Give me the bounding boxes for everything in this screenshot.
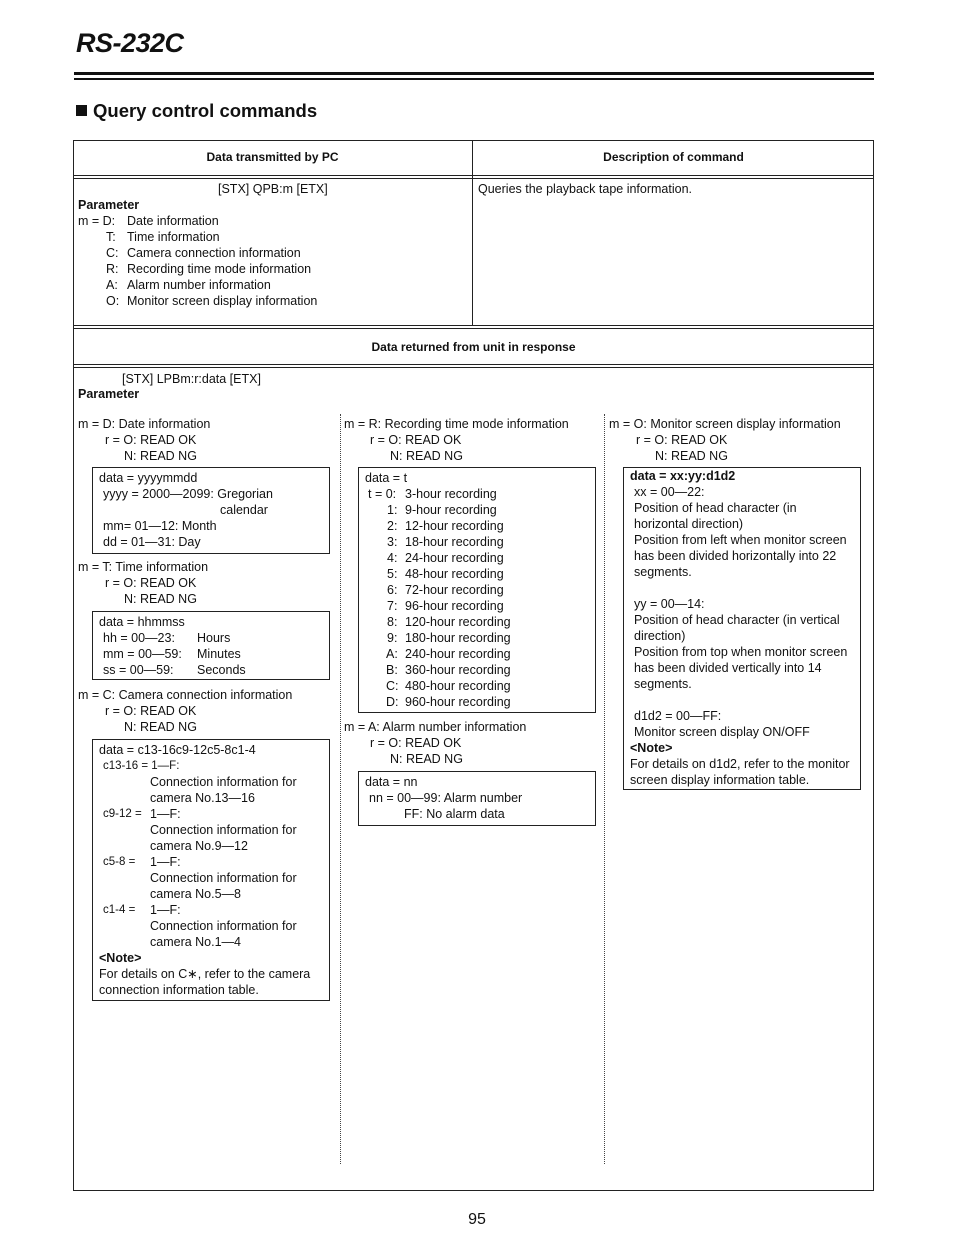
- param-key: T:: [106, 230, 116, 244]
- box-line: c1-4 =: [103, 904, 136, 916]
- box-line: camera No.1—4: [150, 935, 242, 949]
- table-section-rule-2: [73, 328, 874, 329]
- col-header-transmitted: Data transmitted by PC: [206, 150, 339, 164]
- column-separator: [340, 414, 341, 1164]
- read-ok-label: r = O: READ OK: [370, 433, 462, 447]
- mode-c-heading: m = C: Camera connection information: [78, 688, 293, 702]
- param-key: m = D:: [78, 214, 116, 228]
- response-col-1: [78, 416, 336, 1016]
- box-title: data = xx:yy:d1d2: [630, 469, 736, 483]
- rec-key: 9:: [387, 631, 398, 645]
- command-description: Queries the playback tape information.: [478, 182, 693, 196]
- box-line: nn = 00—99: Alarm number: [369, 791, 523, 805]
- table-column-divider: [472, 140, 473, 326]
- box-line: 1—F:: [150, 855, 181, 869]
- param-desc: Time information: [127, 230, 220, 244]
- box-line: Position of head character (in vertical: [634, 613, 840, 627]
- box-line: Connection information for: [150, 775, 297, 789]
- param-key: A:: [106, 278, 118, 292]
- rec-value: 12-hour recording: [405, 519, 504, 533]
- box-line: yyyy = 2000—2099: Gregorian: [103, 487, 273, 501]
- read-ng-label: N: READ NG: [124, 592, 197, 606]
- table-section-rule: [73, 325, 874, 326]
- time-data-box: [92, 611, 330, 680]
- box-line: hh = 00—23:: [103, 631, 175, 645]
- rec-key: t = 0:: [368, 487, 397, 501]
- read-ok-label: r = O: READ OK: [370, 736, 462, 750]
- box-line: ss = 00—59:: [103, 663, 174, 677]
- mode-o-heading: m = O: Monitor screen display information: [609, 417, 841, 431]
- box-line: camera No.9—12: [150, 839, 248, 853]
- alarm-data-box: [358, 771, 596, 826]
- response-header: Data returned from unit in response: [371, 340, 576, 354]
- box-line: 1—F:: [150, 903, 181, 917]
- read-ng-label: N: READ NG: [655, 449, 728, 463]
- response-header-rule: [73, 364, 874, 365]
- section-title: Query control commands: [93, 100, 318, 121]
- bullet-square-icon: [76, 105, 87, 116]
- box-line: yy = 00—14:: [634, 597, 705, 611]
- box-line: has been divided vertically into 14: [634, 661, 822, 675]
- camera-data-box: [92, 739, 330, 1001]
- box-line: data = c13-16c9-12c5-8c1-4: [99, 743, 256, 757]
- response-header-rule-2: [73, 367, 874, 368]
- response-parameter-label: Parameter: [78, 387, 140, 401]
- rec-key: B:: [386, 663, 398, 677]
- rec-key: 5:: [387, 567, 398, 581]
- box-line: Connection information for: [150, 823, 297, 837]
- box-line: FF: No alarm data: [404, 807, 505, 821]
- param-key: O:: [106, 294, 120, 308]
- mode-d-heading: m = D: Date information: [78, 417, 211, 431]
- box-line: mm = 00—59:: [103, 647, 182, 661]
- box-line: horizontal direction): [634, 517, 744, 531]
- box-line: d1d2 = 00—FF:: [634, 709, 722, 723]
- rec-value: 240-hour recording: [405, 647, 511, 661]
- box-line: Seconds: [197, 663, 246, 677]
- response-syntax: [STX] LPBm:r:data [ETX]: [122, 372, 261, 386]
- read-ok-label: r = O: READ OK: [105, 433, 197, 447]
- box-line: screen display information table.: [630, 773, 810, 787]
- box-line: data = t: [365, 471, 408, 485]
- command-syntax: [STX] QPB:m [ETX]: [218, 182, 328, 196]
- box-line: Hours: [197, 631, 231, 645]
- box-line: Position from left when monitor screen: [634, 533, 847, 547]
- rec-value: 9-hour recording: [405, 503, 497, 517]
- rec-value: 180-hour recording: [405, 631, 511, 645]
- rec-key: 7:: [387, 599, 398, 613]
- param-key: R:: [106, 262, 119, 276]
- read-ok-label: r = O: READ OK: [636, 433, 728, 447]
- note-label: <Note>: [99, 951, 142, 965]
- box-line: For details on d1d2, refer to the monitor: [630, 757, 850, 771]
- box-line: calendar: [220, 503, 268, 517]
- rec-value: 96-hour recording: [405, 599, 504, 613]
- box-line: Minutes: [197, 647, 241, 661]
- box-line: camera No.13—16: [150, 791, 255, 805]
- column-separator: [604, 414, 605, 1164]
- rec-value: 480-hour recording: [405, 679, 511, 693]
- read-ng-label: N: READ NG: [124, 449, 197, 463]
- mode-t-heading: m = T: Time information: [78, 560, 209, 574]
- param-desc: Camera connection information: [127, 246, 301, 260]
- col-header-description: Description of command: [603, 150, 744, 164]
- box-line: xx = 00—22:: [634, 485, 705, 499]
- rec-key: D:: [386, 695, 399, 709]
- rec-value: 3-hour recording: [405, 487, 497, 501]
- read-ng-label: N: READ NG: [390, 752, 463, 766]
- box-line: segments.: [634, 565, 692, 579]
- box-line: Connection information for: [150, 871, 297, 885]
- mode-a-heading: m = A: Alarm number information: [344, 720, 527, 734]
- rec-key: 8:: [387, 615, 398, 629]
- rec-key: 6:: [387, 583, 398, 597]
- read-ng-label: N: READ NG: [390, 449, 463, 463]
- section-heading: [76, 100, 317, 122]
- box-line: segments.: [634, 677, 692, 691]
- box-line: connection information table.: [99, 983, 259, 997]
- page-title: RS-232C: [76, 28, 184, 58]
- param-desc: Monitor screen display information: [127, 294, 318, 308]
- read-ok-label: r = O: READ OK: [105, 576, 197, 590]
- param-desc: Alarm number information: [127, 278, 271, 292]
- param-desc: Date information: [127, 214, 219, 228]
- parameter-label: Parameter: [78, 198, 140, 212]
- param-key: C:: [106, 246, 119, 260]
- rec-key: A:: [386, 647, 398, 661]
- table-header-rule: [73, 175, 874, 176]
- rec-value: 18-hour recording: [405, 535, 504, 549]
- box-line: Position from top when monitor screen: [634, 645, 848, 659]
- rec-value: 120-hour recording: [405, 615, 511, 629]
- header-rule-thin: [74, 78, 874, 80]
- response-col-3: [609, 416, 871, 796]
- box-line: data = nn: [365, 775, 418, 789]
- param-desc: Recording time mode information: [127, 262, 312, 276]
- box-line: dd = 01—31: Day: [103, 535, 201, 549]
- date-data-box: [92, 467, 330, 554]
- transmitted-cell: [78, 181, 468, 321]
- box-line: c13-16 = 1—F:: [103, 760, 180, 772]
- rec-value: 360-hour recording: [405, 663, 511, 677]
- recording-data-box: [358, 467, 596, 713]
- box-line: Connection information for: [150, 919, 297, 933]
- rec-key: 2:: [387, 519, 398, 533]
- box-line: has been divided horizontally into 22: [634, 549, 837, 563]
- rec-value: 24-hour recording: [405, 551, 504, 565]
- box-line: data = hhmmss: [99, 615, 185, 629]
- header-rule-thick: [74, 72, 874, 75]
- rec-value: 48-hour recording: [405, 567, 504, 581]
- mode-r-heading: m = R: Recording time mode information: [344, 417, 569, 431]
- box-line: Monitor screen display ON/OFF: [634, 725, 810, 739]
- box-line: c9-12 =: [103, 808, 142, 820]
- box-line: For details on C∗, refer to the camera: [99, 967, 311, 981]
- box-line: 1—F:: [150, 807, 181, 821]
- box-line: camera No.5—8: [150, 887, 242, 901]
- box-line: direction): [634, 629, 686, 643]
- page-number: 95: [468, 1211, 486, 1228]
- rec-key: 1:: [387, 503, 398, 517]
- read-ng-label: N: READ NG: [124, 720, 197, 734]
- note-label: <Note>: [630, 741, 673, 755]
- monitor-data-box: [623, 467, 861, 790]
- box-line: c5-8 =: [103, 856, 136, 868]
- rec-value: 72-hour recording: [405, 583, 504, 597]
- box-line: Position of head character (in: [634, 501, 797, 515]
- rec-key: C:: [386, 679, 399, 693]
- read-ok-label: r = O: READ OK: [105, 704, 197, 718]
- response-col-2: [344, 416, 600, 836]
- rec-key: 3:: [387, 535, 398, 549]
- box-line: data = yyyymmdd: [99, 471, 198, 485]
- table-header-rule-2: [73, 178, 874, 179]
- rec-value: 960-hour recording: [405, 695, 511, 709]
- rec-key: 4:: [387, 551, 398, 565]
- box-line: mm= 01—12: Month: [103, 519, 217, 533]
